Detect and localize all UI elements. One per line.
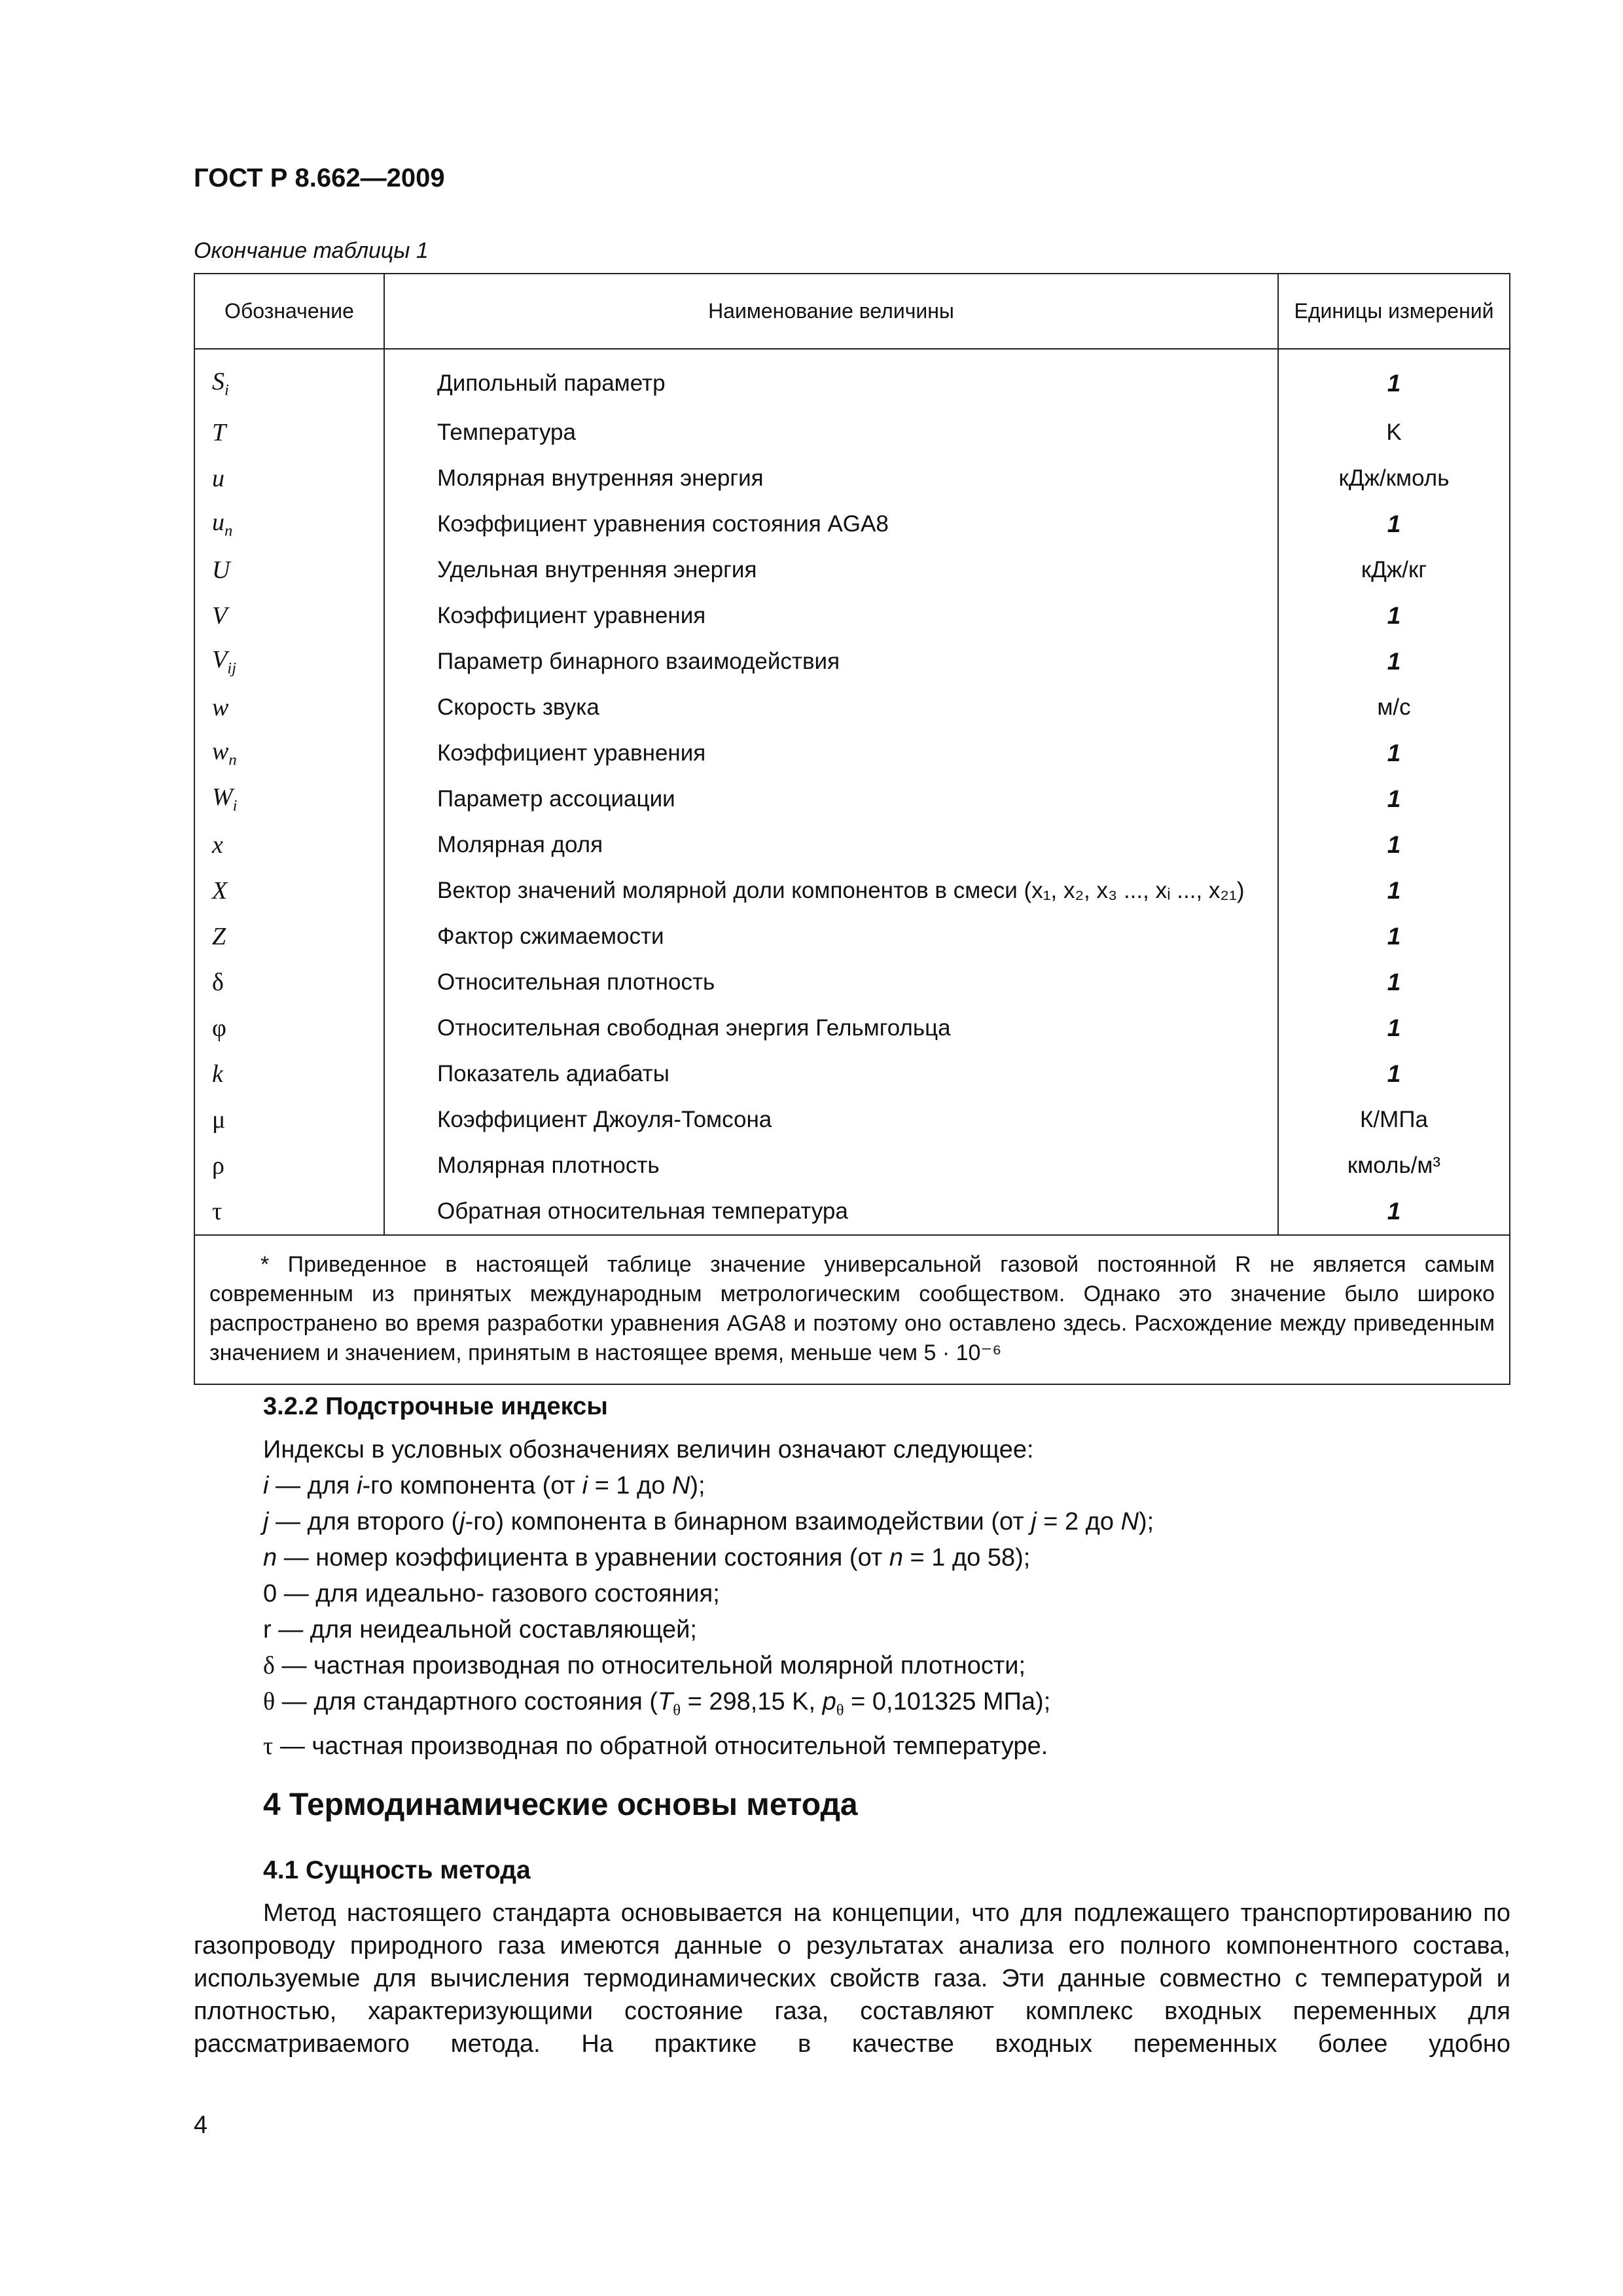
table-row — [194, 456, 1510, 501]
name-cell: Молярная внутренняя энергия — [384, 456, 1278, 501]
list-item: j — для второго (j-го) компонента в бинарном взаимодействии (от j = 2 до N); — [263, 1508, 1154, 1535]
table-row — [194, 822, 1510, 868]
name-cell: Показатель адиабаты — [384, 1051, 1278, 1097]
column-header-name: Наименование величины — [384, 274, 1278, 349]
table-header-row — [194, 274, 1510, 349]
name-cell: Коэффициент уравнения состояния AGA8 — [384, 501, 1278, 547]
table-row — [194, 914, 1510, 960]
name-cell: Молярная доля — [384, 822, 1278, 868]
symbol-cell: δ — [194, 960, 384, 1005]
table-row — [194, 593, 1510, 639]
list-item: 0 — для идеально- газового состояния; — [263, 1580, 720, 1607]
symbol-cell: $V_{ij}$ — [194, 639, 384, 685]
symbol-cell: T — [194, 410, 384, 456]
name-cell: Относительная свободная энергия Гельмгольца — [384, 1005, 1278, 1051]
page-number: 4 — [194, 2111, 208, 2139]
symbol-cell: $S_i$ — [194, 349, 384, 410]
symbol-cell: u — [194, 456, 384, 501]
symbol-cell: τ — [194, 1189, 384, 1235]
section-3-2-2-title: 3.2.2 Подстрочные индексы — [263, 1393, 608, 1420]
table-row — [194, 1143, 1510, 1189]
name-cell: Удельная внутренняя энергия — [384, 547, 1278, 593]
list-item: n — номер коэффициента в уравнении состояния (от n = 1 до 58); — [263, 1544, 1031, 1571]
unit-cell: 1 — [1278, 776, 1510, 822]
list-item: τ — частная производная по обратной относительной температуре. — [263, 1732, 1048, 1760]
table-footnote-row — [194, 1235, 1510, 1384]
subscript-list — [263, 1432, 1154, 1765]
table-row — [194, 547, 1510, 593]
section-4-title: 4 Термодинамические основы метода — [263, 1787, 858, 1822]
name-cell: Параметр бинарного взаимодействия — [384, 639, 1278, 685]
table-row — [194, 730, 1510, 776]
unit-cell: 1 — [1278, 730, 1510, 776]
table-caption: Окончание таблицы 1 — [194, 238, 429, 263]
unit-cell: K — [1278, 410, 1510, 456]
name-cell: Фактор сжимаемости — [384, 914, 1278, 960]
unit-cell: 1 — [1278, 914, 1510, 960]
unit-cell: 1 — [1278, 1051, 1510, 1097]
name-cell: Скорость звука — [384, 685, 1278, 730]
column-header-unit: Единицы измерений — [1278, 274, 1510, 349]
unit-cell: 1 — [1278, 501, 1510, 547]
symbol-cell: μ — [194, 1097, 384, 1143]
unit-cell: м/с — [1278, 685, 1510, 730]
list-item: θ — для стандартного состояния ($T_\theta = 298,15$ K, $p_\theta = 0,101325$ МПа); — [263, 1688, 1051, 1719]
unit-cell: 1 — [1278, 868, 1510, 914]
table-row — [194, 1051, 1510, 1097]
unit-cell: К/МПа — [1278, 1097, 1510, 1143]
symbol-cell: U — [194, 547, 384, 593]
unit-cell: 1 — [1278, 1005, 1510, 1051]
symbol-cell: w — [194, 685, 384, 730]
unit-cell: 1 — [1278, 1189, 1510, 1235]
symbol-cell: $w_n$ — [194, 730, 384, 776]
list-item: δ — частная производная по относительной молярной плотности; — [263, 1652, 1026, 1679]
unit-cell: 1 — [1278, 349, 1510, 410]
unit-cell: 1 — [1278, 639, 1510, 685]
symbol-cell: ρ — [194, 1143, 384, 1189]
symbol-cell: V — [194, 593, 384, 639]
unit-cell: кДж/кг — [1278, 547, 1510, 593]
symbol-cell: Z — [194, 914, 384, 960]
unit-cell: 1 — [1278, 960, 1510, 1005]
unit-cell: 1 — [1278, 822, 1510, 868]
name-cell: Коэффициент уравнения — [384, 593, 1278, 639]
name-cell: Коэффициент Джоуля-Томсона — [384, 1097, 1278, 1143]
table-row — [194, 410, 1510, 456]
table-body — [194, 349, 1510, 1384]
symbol-cell: φ — [194, 1005, 384, 1051]
table-row — [194, 349, 1510, 410]
symbol-cell: k — [194, 1051, 384, 1097]
list-item: r — для неидеальной составляющей; — [263, 1616, 697, 1643]
name-cell: Коэффициент уравнения — [384, 730, 1278, 776]
name-cell: Относительная плотность — [384, 960, 1278, 1005]
table-row — [194, 776, 1510, 822]
table-row — [194, 868, 1510, 914]
unit-cell: 1 — [1278, 593, 1510, 639]
symbol-cell: X — [194, 868, 384, 914]
section-4-1-title: 4.1 Сущность метода — [263, 1856, 531, 1884]
table-row — [194, 1189, 1510, 1235]
name-cell: Обратная относительная температура — [384, 1189, 1278, 1235]
table-row — [194, 501, 1510, 547]
column-header-symbol: Обозначение — [194, 274, 384, 349]
document-id: ГОСТ Р 8.662—2009 — [194, 164, 445, 192]
unit-cell: кДж/кмоль — [1278, 456, 1510, 501]
table-row — [194, 960, 1510, 1005]
table-row — [194, 1005, 1510, 1051]
name-cell: Молярная плотность — [384, 1143, 1278, 1189]
table-row — [194, 685, 1510, 730]
name-cell: Вектор значений молярной доли компонентов в смеси (x₁, x₂, x₃ ..., xᵢ ..., x₂₁) — [384, 868, 1278, 914]
table-row — [194, 1097, 1510, 1143]
name-cell: Температура — [384, 410, 1278, 456]
symbol-cell: $u_n$ — [194, 501, 384, 547]
paragraph-text: Метод настоящего стандарта основывается на концепции, что для подлежащего транспортированию по газопроводу природного газа имеются данные о результатах анализа его полного компонентного состава, используемые для вычисления термодинамических свойств газа. Эти данные совместно с температурой и плотностью, характеризующими состояние газа, составляют комплекс входных переменных для рассматриваемого метода. На практике в качестве входных переменных более удобно — [194, 1899, 1510, 2058]
name-cell: Дипольный параметр — [384, 349, 1278, 410]
symbols-table — [194, 273, 1510, 1385]
list-intro: Индексы в условных обозначениях величин означают следующее: — [263, 1436, 1034, 1463]
list-item: i — для i-го компонента (от i = 1 до N); — [263, 1472, 705, 1499]
table-row — [194, 639, 1510, 685]
symbol-cell: $W_i$ — [194, 776, 384, 822]
section-4-1-paragraph — [194, 1897, 1510, 2060]
name-cell: Параметр ассоциации — [384, 776, 1278, 822]
symbol-cell: x — [194, 822, 384, 868]
table-footnote: * Приведенное в настоящей таблице значение универсальной газовой постоянной R не является самым современным из принятых международным метрологическим сообществом. Однако это значение было широко распространено во время разработки уравнения AGA8 и поэтому оно оставлено здесь. Расхождение между приведенным значением и значением, принятым в настоящее время, меньше чем 5 · 10⁻⁶ — [194, 1235, 1510, 1384]
unit-cell: кмоль/м³ — [1278, 1143, 1510, 1189]
